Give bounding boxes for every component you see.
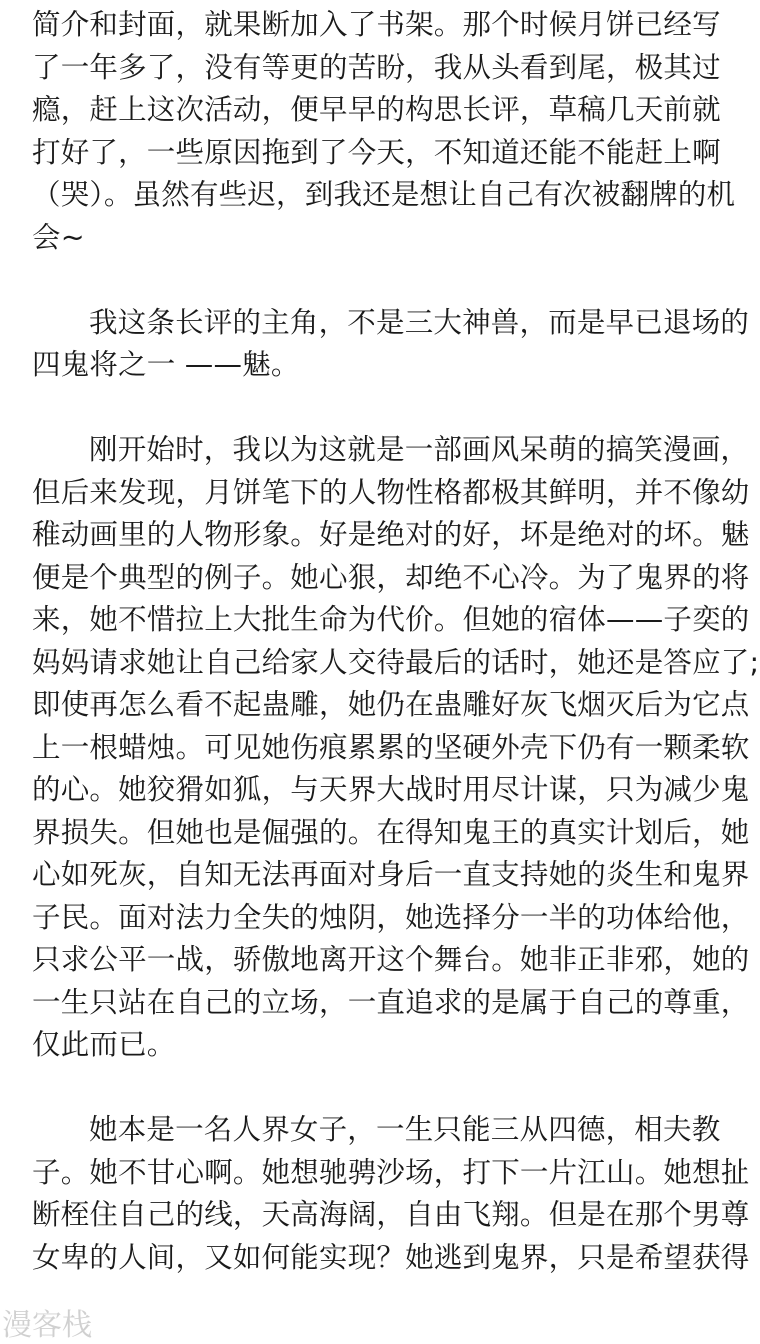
text-line: 的心。她狡猾如狐，与天界大战时用尽计谋，只为减少鬼 (32, 773, 750, 806)
text-line: 界损失。但她也是倔强的。在得知鬼王的真实计划后，她 (32, 815, 750, 849)
text-line: 四鬼将之一 ——魅。 (32, 348, 300, 381)
text-line: 便是个典型的例子。她心狠，却绝不心冷。为了鬼界的将 (32, 560, 750, 594)
text-line: 一生只站在自己的立场，一直追求的是属于自己的尊重， (32, 985, 750, 1019)
article-body (32, 4, 760, 1279)
paragraph (32, 429, 760, 1067)
text-line: 女卑的人间，又如何能实现？她逃到鬼界，只是希望获得 (32, 1240, 750, 1274)
watermark: 漫客栈 (2, 1308, 92, 1343)
text-line: 子。她不甘心啊。她想驰骋沙场，打下一片江山。她想扯 (32, 1155, 750, 1189)
text-line: 瘾，赶上这次活动，便早早的构思长评，草稿几天前就 (32, 93, 721, 126)
text-line: 心如死灰，自知无法再面对身后一直支持她的炎生和鬼界 (32, 858, 750, 891)
text-line: 我这条长评的主角，不是三大神兽，而是早已退场的 (89, 305, 750, 339)
text-line: 她本是一名人界女子，一生只能三从四德，相夫教 (89, 1113, 721, 1146)
paragraph-gap (32, 387, 732, 430)
text-line: 刚开始时，我以为这就是一部画风呆萌的搞笑漫画， (89, 433, 750, 466)
text-line: 上一根蜡烛。可见她伤痕累累的坚硬外壳下仍有一颗柔软 (32, 730, 750, 764)
text-line: 会~ (32, 220, 85, 254)
paragraph (32, 1109, 750, 1279)
text-line: 来，她不惜拉上大批生命为代价。但她的宿体——子奕的 (32, 603, 750, 636)
paragraph (32, 302, 750, 387)
paragraph (32, 4, 736, 259)
text-line: 断桎住自己的线，天高海阔，自由飞翔。但是在那个男尊 (32, 1198, 750, 1231)
text-line: 只求公平一战，骄傲地离开这个舞台。她非正非邪，她的 (32, 943, 750, 976)
text-line: （哭）。虽然有些迟，到我还是想让自己有次被翻牌的机 (32, 178, 736, 211)
paragraph-gap (32, 1067, 732, 1110)
text-line: 妈妈请求她让自己给家人交待最后的话时，她还是答应了; (32, 645, 760, 679)
text-line: 简介和封面，就果断加入了书架。那个时候月饼已经写 (32, 8, 721, 41)
text-line: 打好了，一些原因拖到了今天，不知道还能不能赶上啊 (32, 135, 721, 169)
paragraph-gap (32, 259, 732, 302)
text-line: 仅此而已。 (32, 1028, 176, 1061)
text-line: 稚动画里的人物形象。好是绝对的好，坏是绝对的坏。魅 (32, 518, 750, 551)
text-line: 即使再怎么看不起蛊雕，她仍在蛊雕好灰飞烟灭后为它点 (32, 688, 750, 721)
text-line: 了一年多了，没有等更的苦盼，我从头看到尾，极其过 (32, 50, 721, 84)
text-line: 但后来发现，月饼笔下的人物性格都极其鲜明，并不像幼 (32, 475, 750, 509)
text-line: 子民。面对法力全失的烛阴，她选择分一半的功体给他， (32, 900, 750, 934)
